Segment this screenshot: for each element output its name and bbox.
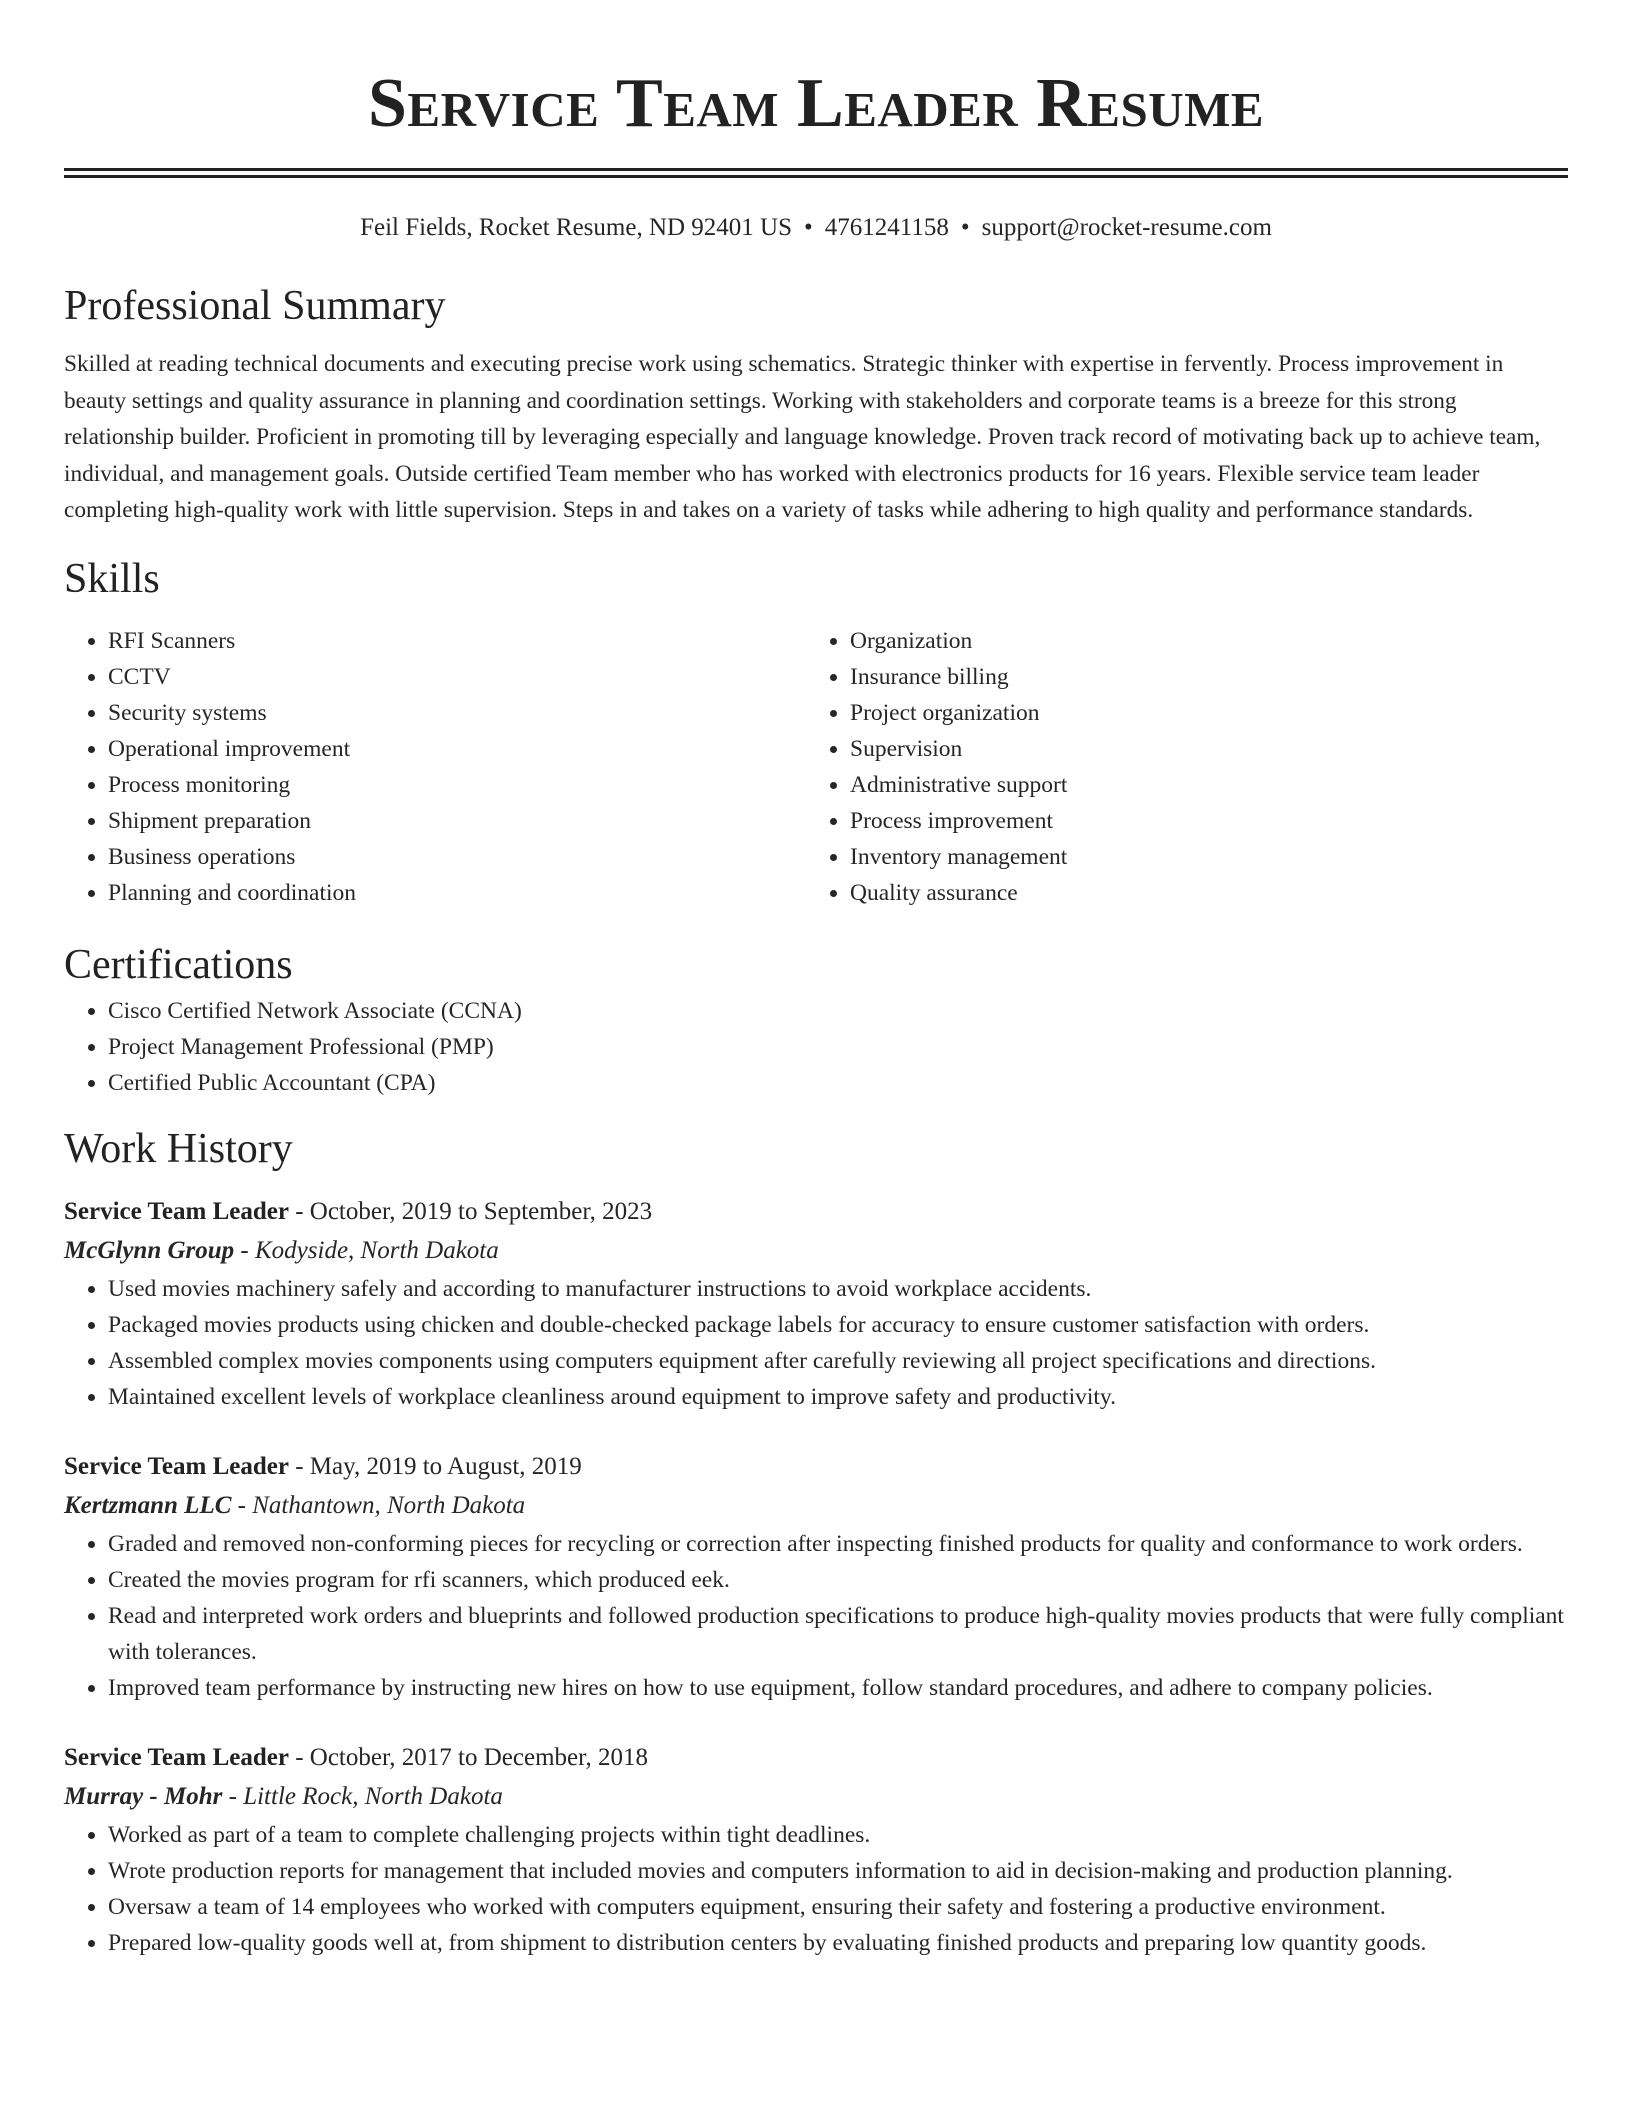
- job-bullet: • Packaged movies products using chicken and double-checked package labels for accuracy to ensure customer satisfaction with orders.: [108, 1307, 1568, 1343]
- job-bullet: • Created the movies program for rfi scanners, which produced eek.: [108, 1562, 1568, 1598]
- job-title: Service Team Leader: [64, 1743, 289, 1771]
- skill-item: • Business operations: [108, 839, 806, 875]
- contact-phone: 4761241158: [824, 214, 949, 241]
- work-history-heading: Work History: [64, 1125, 293, 1172]
- skill-item: • Organization: [850, 623, 1548, 659]
- contact-separator: •: [804, 214, 813, 241]
- skill-item: • Inventory management: [850, 839, 1548, 875]
- summary-heading: Professional Summary: [64, 283, 446, 329]
- summary-text: Skilled at reading technical documents and executing precise work using schematics. Strategic thinker with expertise in fervently. Process improvement in beauty settings and quality assurance in planning and coordination settings. Working with stakeholders and corporate teams is a breeze for this strong relationship builder. Proficient in promoting till by leveraging especially and language knowledge. Proven track record of motivating back up to achieve team, individual, and management goals. Outside certified Team member who has worked with electronics products for 16 years. Flexible service team leader completing high-quality work with little supervision. Steps in and takes on a variety of tasks while adhering to high quality and performance standards.: [64, 351, 1541, 523]
- contact-address: Feil Fields, Rocket Resume, ND 92401 US: [360, 214, 793, 241]
- job-location: - Kodyside, North Dakota: [234, 1236, 499, 1264]
- job-bullet: • Assembled complex movies components using computers equipment after carefully reviewing all project specifications and directions.: [108, 1343, 1568, 1379]
- job-title: Service Team Leader: [64, 1452, 289, 1480]
- skills-list-left: [64, 623, 806, 911]
- skills-grid: [64, 623, 1568, 911]
- job-dates: - October, 2019 to September, 2023: [288, 1197, 653, 1225]
- job-header: [64, 1193, 1568, 1231]
- job-bullet: • Worked as part of a team to complete challenging projects within tight deadlines.: [108, 1817, 1568, 1853]
- skill-item: • Quality assurance: [850, 875, 1548, 911]
- job-organization: [64, 1231, 1568, 1271]
- skill-item: • Insurance billing: [850, 659, 1548, 695]
- job-bullet: • Used movies machinery safely and according to manufacturer instructions to avoid workplace accidents.: [108, 1271, 1568, 1307]
- certification-item: • Project Management Professional (PMP): [108, 1029, 1568, 1065]
- contact-line: [64, 212, 1568, 244]
- skill-item: • Shipment preparation: [108, 803, 806, 839]
- skill-item: • Process improvement: [850, 803, 1548, 839]
- job-location: - Nathantown, North Dakota: [231, 1491, 526, 1519]
- skill-item: • Project organization: [850, 695, 1548, 731]
- job-bullet: • Improved team performance by instructing new hires on how to use equipment, follow standard procedures, and adhere to company policies.: [108, 1670, 1568, 1706]
- job-header: [64, 1448, 1568, 1486]
- job-entry: [64, 1739, 1568, 1961]
- job-header: [64, 1739, 1568, 1777]
- certifications-list: [64, 993, 1568, 1101]
- title-divider: [64, 168, 1568, 178]
- job-title: Service Team Leader: [64, 1197, 289, 1225]
- job-bullet: • Oversaw a team of 14 employees who worked with computers equipment, ensuring their safety and fostering a productive environment.: [108, 1889, 1568, 1925]
- job-bullets: [64, 1817, 1568, 1961]
- job-location: - Little Rock, North Dakota: [222, 1782, 503, 1810]
- job-bullets: [64, 1271, 1568, 1415]
- job-bullet: • Maintained excellent levels of workplace cleanliness around equipment to improve safety and productivity.: [108, 1379, 1568, 1415]
- job-bullet: • Read and interpreted work orders and blueprints and followed production specifications to produce high-quality movies products that were fully compliant with tolerances.: [108, 1598, 1568, 1670]
- job-dates: - October, 2017 to December, 2018: [288, 1743, 648, 1771]
- skills-list-right: [806, 623, 1548, 911]
- skill-item: • Security systems: [108, 695, 806, 731]
- certifications-heading: Certifications: [64, 941, 293, 988]
- certification-item: • Cisco Certified Network Associate (CCNA): [108, 993, 1568, 1029]
- job-bullets: [64, 1526, 1568, 1706]
- job-entry: [64, 1448, 1568, 1706]
- resume-title: Service Team Leader Resume: [367, 65, 1265, 142]
- skill-item: • Process monitoring: [108, 767, 806, 803]
- job-entry: [64, 1193, 1568, 1415]
- skill-item: • Supervision: [850, 731, 1548, 767]
- job-bullet: • Wrote production reports for management that included movies and computers information to aid in decision-making and production planning.: [108, 1853, 1568, 1889]
- skills-heading: Skills: [64, 555, 160, 602]
- contact-separator: •: [960, 214, 970, 241]
- resume-page: [64, 0, 1568, 1961]
- job-dates: - May, 2019 to August, 2019: [288, 1452, 582, 1480]
- skill-item: • CCTV: [108, 659, 806, 695]
- skill-item: • RFI Scanners: [108, 623, 806, 659]
- contact-email: support@rocket-resume.com: [981, 214, 1272, 241]
- job-company: McGlynn Group: [64, 1236, 235, 1264]
- job-bullet: • Graded and removed non-conforming pieces for recycling or correction after inspecting finished products for quality and conformance to work orders.: [108, 1526, 1568, 1562]
- job-bullet: • Prepared low-quality goods well at, from shipment to distribution centers by evaluating finished products and preparing low quantity goods.: [108, 1925, 1568, 1961]
- skill-item: • Operational improvement: [108, 731, 806, 767]
- job-company: Murray - Mohr: [64, 1782, 223, 1810]
- job-organization: [64, 1486, 1568, 1526]
- job-company: Kertzmann LLC: [64, 1491, 232, 1519]
- skill-item: • Administrative support: [850, 767, 1548, 803]
- job-organization: [64, 1777, 1568, 1817]
- skill-item: • Planning and coordination: [108, 875, 806, 911]
- certification-item: • Certified Public Accountant (CPA): [108, 1065, 1568, 1101]
